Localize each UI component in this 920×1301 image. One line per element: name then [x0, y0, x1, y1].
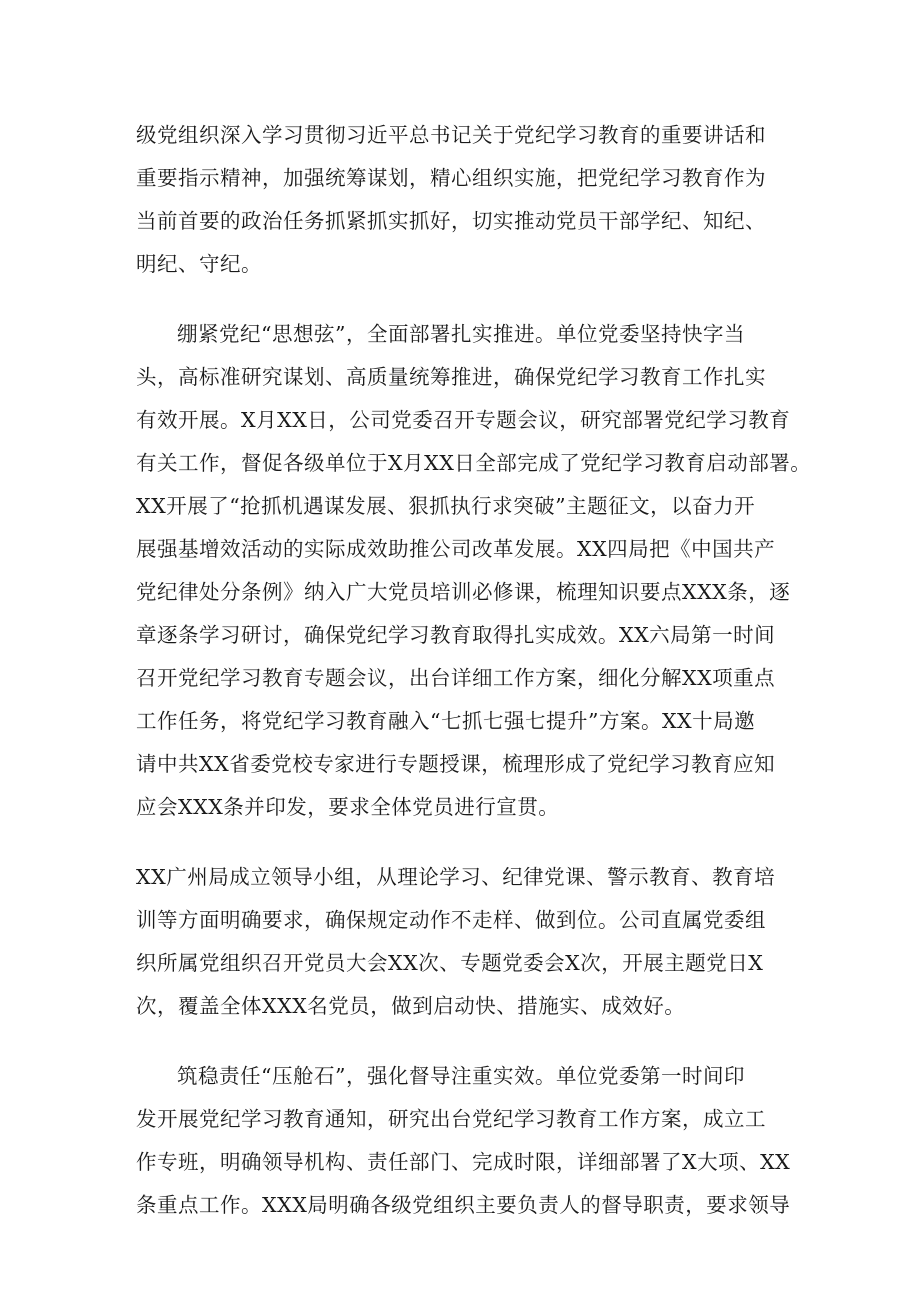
paragraph-4: [136, 1055, 796, 1227]
text-line: 绷紧党纪“思想弦”，全面部署扎实推进。单位党委坚持快字当: [177, 322, 745, 346]
text-line: 作专班，明确领导机构、责任部门、完成时限，详细部署了X大项、XX: [136, 1150, 791, 1174]
text-line: 有关工作，督促各级单位于X月XX日全部完成了党纪学习教育启动部署。: [136, 451, 812, 475]
paragraph-2: [136, 313, 812, 829]
text-line: 次，覆盖全体XXX名党员，做到启动快、措施实、成效好。: [136, 994, 686, 1018]
text-line: 党纪律处分条例》纳入广大党员培训必修课，梳理知识要点XXX条，逐: [136, 580, 791, 604]
text-line: 展强基增效活动的实际成效助推公司改革发展。XX四局把《中国共产: [136, 537, 776, 561]
document-body: [136, 114, 812, 1227]
text-line: 发开展党纪学习教育通知，研究出台党纪学习教育工作方案，成立工: [136, 1107, 766, 1131]
text-line: 级党组织深入学习贯彻习近平总书记关于党纪学习教育的重要讲话和: [136, 123, 766, 147]
text-line: 条重点工作。XXX局明确各级党组织主要负责人的督导职责，要求领导: [136, 1193, 791, 1217]
paragraph-1: [136, 114, 796, 286]
text-line: 明纪、守纪。: [136, 252, 262, 276]
text-line: 召开党纪学习教育专题会议，出台详细工作方案，细化分解XX项重点: [136, 666, 776, 690]
text-line: 请中共XX省委党校专家进行专题授课，梳理形成了党纪学习教育应知: [136, 752, 776, 776]
text-line: 重要指示精神，加强统筹谋划，精心组织实施，把党纪学习教育作为: [136, 166, 766, 190]
paragraph-3: [136, 856, 796, 1028]
text-line: 头，高标准研究谋划、高质量统筹推进，确保党纪学习教育工作扎实: [136, 365, 766, 389]
text-line: 当前首要的政治任务抓紧抓实抓好，切实推动党员干部学纪、知纪、: [136, 209, 766, 233]
text-line: 工作任务，将党纪学习教育融入“七抓七强七提升”方案。XX十局邀: [136, 709, 756, 733]
text-line: 织所属党组织召开党员大会XX次、专题党委会X次，开展主题党日X: [136, 951, 764, 975]
text-line: 筑稳责任“压舱石”，强化督导注重实效。单位党委第一时间印: [177, 1064, 745, 1088]
text-line: 训等方面明确要求，确保规定动作不走样、做到位。公司直属党委组: [136, 908, 766, 932]
text-line: 有效开展。X月XX日，公司党委召开专题会议，研究部署党纪学习教育: [136, 408, 791, 432]
text-line: 应会XXX条并印发，要求全体党员进行宣贯。: [136, 795, 560, 819]
text-line: XX开展了“抢抓机遇谋发展、狠抓执行求突破”主题征文，以奋力开: [136, 494, 756, 518]
text-line: 章逐条学习研讨，确保党纪学习教育取得扎实成效。XX六局第一时间: [136, 623, 776, 647]
text-line: XX广州局成立领导小组，从理论学习、纪律党课、警示教育、教育培: [136, 865, 776, 889]
